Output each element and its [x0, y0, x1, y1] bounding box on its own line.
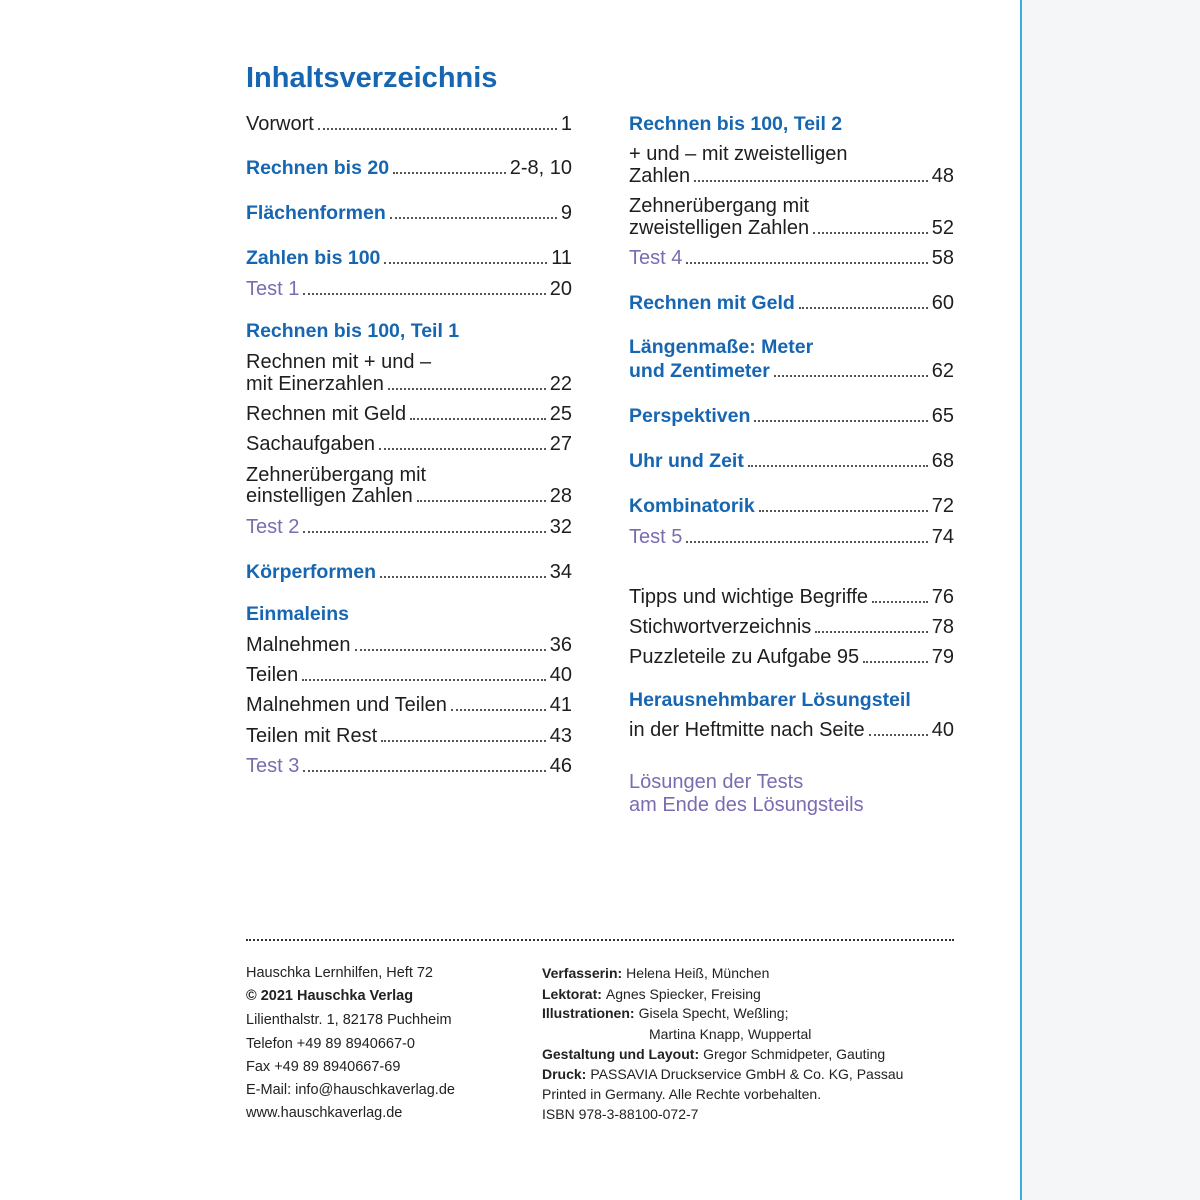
entry-label: Körperformen [246, 561, 377, 583]
entry-label: Test 4 [629, 247, 683, 269]
credit-key: Verfasserin: [542, 965, 623, 981]
entry-label: in der Heftmitte nach Seite [629, 719, 865, 741]
toc-entry-teilen-mit-rest [246, 724, 572, 748]
entry-label: Zahlen [629, 165, 691, 187]
dot-leader [872, 601, 928, 603]
toc-section-rechnen-bis-20 [246, 156, 572, 180]
page-number: 74 [931, 526, 954, 548]
toc-note-line-1: Lösungen der Tests [629, 771, 804, 793]
credit-value: Helena Heiß, München [626, 965, 770, 981]
dot-leader [748, 465, 928, 467]
spine-line [1020, 0, 1022, 1200]
toc-entry-stichwortverzeichnis [629, 615, 954, 639]
toc-entry-heftmitte [629, 718, 954, 742]
dot-leader [686, 262, 927, 264]
entry-label: Test 1 [246, 278, 300, 300]
page-number: 60 [931, 292, 954, 314]
dot-leader [410, 418, 546, 420]
dot-leader [379, 448, 546, 450]
toc-entry-plus-minus-zweistellig-line-1: + und – mit zweistelligen [629, 143, 848, 165]
credit-isbn: ISBN 978-3-88100-072-7 [542, 1106, 699, 1122]
dot-leader [813, 232, 928, 234]
toc-entry-teilen [246, 663, 572, 687]
toc-section-rechnen-mit-geld [629, 291, 954, 315]
imprint-copyright: © 2021 Hauschka Verlag [246, 988, 414, 1004]
entry-label: zweistelligen Zahlen [629, 217, 810, 239]
toc-test-1 [246, 277, 572, 301]
toc-entry-rechnen-mit-geld [246, 402, 572, 426]
page-number: 11 [551, 247, 572, 269]
dot-leader [451, 709, 546, 711]
page-number: 52 [931, 217, 954, 239]
entry-label: Rechnen mit Geld [246, 403, 407, 425]
dot-leader [754, 420, 927, 422]
page-number: 34 [549, 561, 572, 583]
credit-layout [542, 1044, 885, 1064]
credit-value: Gisela Specht, Weßling; [638, 1005, 789, 1021]
toc-section-zahlen-bis-100 [246, 246, 572, 270]
toc-section-perspektiven [629, 404, 954, 428]
page-edge [1022, 0, 1200, 1200]
credit-value: Gregor Schmidpeter, Gauting [703, 1046, 886, 1062]
dot-leader [390, 217, 557, 219]
page-number: 1 [560, 113, 572, 135]
entry-label: Puzzleteile zu Aufgabe 95 [629, 646, 860, 668]
dot-leader [686, 541, 927, 543]
entry-label: Rechnen mit Geld [629, 292, 795, 314]
page-number: 9 [560, 202, 572, 224]
credit-key: Gestaltung und Layout: [542, 1046, 700, 1062]
imprint-phone: Telefon +49 89 8940667-0 [246, 1036, 415, 1052]
entry-label: Test 3 [246, 755, 300, 777]
page-number: 2-8, 10 [509, 157, 572, 179]
entry-label: Tipps und wichtige Begriffe [629, 586, 869, 608]
page-number: 58 [931, 247, 954, 269]
dot-leader [355, 649, 546, 651]
toc-section-flaechenformen [246, 201, 572, 225]
page-number: 27 [549, 433, 572, 455]
credit-author [542, 963, 769, 983]
page-title: Inhaltsverzeichnis [246, 62, 498, 94]
toc-section-uhr-und-zeit [629, 449, 954, 473]
page-number: 78 [931, 616, 954, 638]
page-number: 41 [549, 694, 572, 716]
toc-section-laengenmasse [629, 359, 954, 383]
toc-section-rechnen-bis-100-teil-1: Rechnen bis 100, Teil 1 [246, 320, 460, 342]
page-number: 79 [931, 646, 954, 668]
credit-rights: Printed in Germany. Alle Rechte vorbehalten. [542, 1086, 822, 1102]
entry-label: Uhr und Zeit [629, 450, 744, 472]
entry-label: Flächenformen [246, 202, 386, 224]
toc-section-koerperformen [246, 560, 572, 584]
dot-leader [393, 172, 506, 174]
dotted-divider [246, 939, 954, 941]
credit-illustrations [542, 1003, 788, 1023]
credit-key: Druck: [542, 1066, 587, 1082]
imprint-fax: Fax +49 89 8940667-69 [246, 1059, 401, 1075]
toc-entry-sachaufgaben [246, 432, 572, 456]
toc-section-kombinatorik [629, 494, 954, 518]
entry-label: Teilen [246, 664, 299, 686]
toc-section-rechnen-bis-100-teil-2: Rechnen bis 100, Teil 2 [629, 113, 843, 135]
page-number: 48 [931, 165, 954, 187]
entry-label: Stichwortverzeichnis [629, 616, 812, 638]
page-number: 65 [931, 405, 954, 427]
toc-entry-rechnen-mit-plus-und-minus [246, 372, 572, 396]
entry-label: Test 2 [246, 516, 300, 538]
entry-label: Malnehmen und Teilen [246, 694, 447, 716]
imprint-website: www.hauschkaverlag.de [246, 1105, 403, 1121]
page-number: 46 [549, 755, 572, 777]
dot-leader [799, 307, 928, 309]
page-number: 20 [549, 278, 572, 300]
dot-leader [759, 510, 928, 512]
toc-entry-rechnen-mit-plus-und-minus-line-1: Rechnen mit + und – [246, 351, 432, 373]
toc-entry-malnehmen-und-teilen [246, 693, 572, 717]
credit-key: Lektorat: [542, 986, 602, 1002]
toc-test-4 [629, 246, 954, 270]
entry-label: mit Einerzahlen [246, 373, 384, 395]
toc-entry-malnehmen [246, 633, 572, 657]
credit-value: PASSAVIA Druckservice GmbH & Co. KG, Passau [590, 1066, 904, 1082]
credit-value: Agnes Spiecker, Freising [605, 986, 761, 1002]
entry-label: Zahlen bis 100 [246, 247, 381, 269]
page-number: 28 [549, 485, 572, 507]
dot-leader [303, 293, 545, 295]
page-number: 43 [549, 725, 572, 747]
toc-entry-puzzleteile [629, 645, 954, 669]
dot-leader [303, 770, 545, 772]
entry-label: einstelligen Zahlen [246, 485, 413, 507]
dot-leader [318, 128, 557, 130]
imprint-address: Lilienthalstr. 1, 82178 Puchheim [246, 1012, 452, 1028]
credit-key: Illustrationen: [542, 1005, 635, 1021]
credit-editor [542, 984, 761, 1004]
imprint-email: E-Mail: info@hauschkaverlag.de [246, 1082, 455, 1098]
imprint-series: Hauschka Lernhilfen, Heft 72 [246, 965, 433, 981]
toc-section-einmaleins: Einmaleins [246, 603, 349, 625]
toc-section-laengenmasse-line-1: Längenmaße: Meter [629, 336, 814, 358]
dot-leader [388, 388, 546, 390]
page-number: 22 [549, 373, 572, 395]
page-number: 36 [549, 634, 572, 656]
dot-leader [384, 262, 547, 264]
toc-entry-zehneruebergang-einstellig-line-1: Zehnerübergang mit [246, 464, 427, 486]
dot-leader [869, 734, 928, 736]
entry-label: Malnehmen [246, 634, 351, 656]
dot-leader [815, 631, 927, 633]
toc-entry-zehneruebergang-einstellig [246, 484, 572, 508]
credit-illustrations-cont: Martina Knapp, Wuppertal [649, 1026, 812, 1042]
dot-leader [694, 180, 928, 182]
entry-label: Rechnen bis 20 [246, 157, 390, 179]
dot-leader [774, 375, 928, 377]
toc-entry-vorwort [246, 112, 572, 136]
page-number: 62 [931, 360, 954, 382]
toc-section-loesungsteil: Herausnehmbarer Lösungsteil [629, 689, 911, 711]
dot-leader [380, 576, 546, 578]
page-number: 72 [931, 495, 954, 517]
credit-print [542, 1064, 903, 1084]
page-number: 32 [549, 516, 572, 538]
entry-label: Vorwort [246, 113, 314, 135]
entry-label: Teilen mit Rest [246, 725, 378, 747]
toc-entry-tipps-und-begriffe [629, 585, 954, 609]
toc-entry-zehneruebergang-zweistellig-line-1: Zehnerübergang mit [629, 195, 810, 217]
dot-leader [381, 740, 546, 742]
dot-leader [302, 679, 545, 681]
dot-leader [863, 661, 928, 663]
toc-note-line-2: am Ende des Lösungsteils [629, 794, 864, 816]
dot-leader [417, 500, 546, 502]
toc-entry-plus-minus-zweistellig [629, 164, 954, 188]
entry-label: Test 5 [629, 526, 683, 548]
page-number: 40 [931, 719, 954, 741]
toc-test-2 [246, 515, 572, 539]
page-number: 25 [549, 403, 572, 425]
entry-label: Perspektiven [629, 405, 751, 427]
toc-test-5 [629, 525, 954, 549]
dot-leader [303, 531, 545, 533]
entry-label: Kombinatorik [629, 495, 755, 517]
page-number: 68 [931, 450, 954, 472]
toc-entry-zehneruebergang-zweistellig [629, 216, 954, 240]
page-number: 76 [931, 586, 954, 608]
entry-label: und Zentimeter [629, 360, 770, 382]
toc-test-3 [246, 754, 572, 778]
page-number: 40 [549, 664, 572, 686]
entry-label: Sachaufgaben [246, 433, 376, 455]
